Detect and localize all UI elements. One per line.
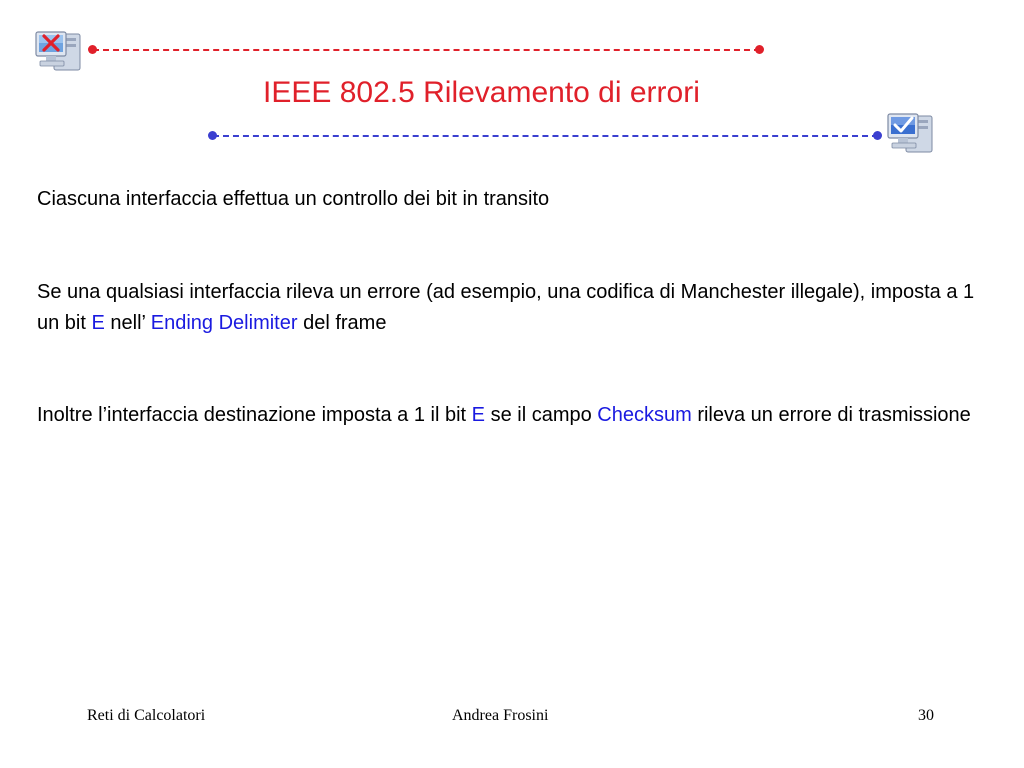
paragraph-2-highlight-e: E [91, 312, 105, 334]
paragraph-3-highlight-checksum: Checksum [597, 404, 692, 426]
paragraph-1 [37, 184, 997, 215]
top-divider-line [93, 49, 760, 51]
footer-page-number: 30 [918, 707, 934, 724]
paragraph-3-text-b: se il campo [485, 404, 598, 426]
bottom-line-dot-right [873, 131, 882, 140]
paragraph-1-text: Ciascuna interfaccia effettua un controllo dei bit in transito [37, 188, 550, 210]
paragraph-2-highlight-ending-delimiter: Ending Delimiter [150, 312, 298, 334]
top-line-dot-right [755, 45, 764, 54]
paragraph-3 [37, 400, 997, 431]
footer-author: Andrea Frosini [452, 707, 549, 724]
computer-ok-icon [886, 110, 936, 156]
paragraph-2-text-c: del frame [297, 312, 387, 334]
paragraph-2-text-a: Se una qualsiasi interfaccia rileva un errore (ad esempio, una codifica di Manchester illegale), imposta a 1 un bit [37, 281, 975, 334]
paragraph-2 [37, 277, 997, 339]
bottom-divider-line [213, 135, 878, 137]
paragraph-3-text-c: rileva un errore di trasmissione [691, 404, 971, 426]
paragraph-3-text-a: Inoltre l’interfaccia destinazione imposta a 1 il bit [37, 404, 472, 426]
slide-title: IEEE 802.5 Rilevamento di errori [263, 76, 700, 109]
paragraph-3-highlight-e: E [471, 404, 486, 426]
paragraph-2-text-b: nell’ [104, 312, 151, 334]
top-line-dot-left [88, 45, 97, 54]
footer-course: Reti di Calcolatori [87, 707, 206, 724]
computer-error-icon [34, 28, 84, 74]
bottom-line-dot-left [208, 131, 217, 140]
